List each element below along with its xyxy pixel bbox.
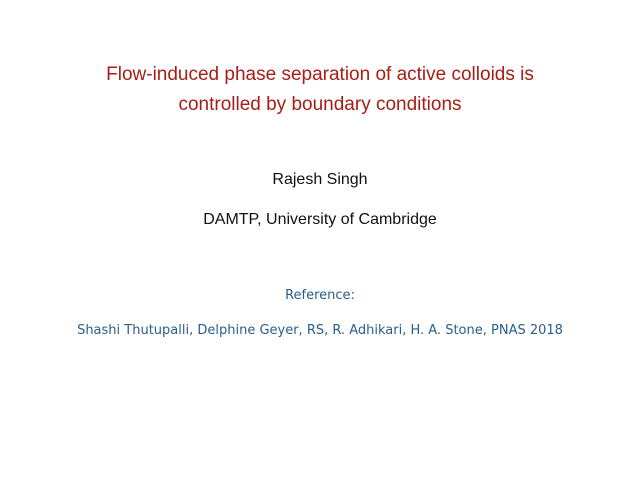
- author-name: Rajesh Singh: [272, 171, 368, 188]
- slide-title: [0, 60, 640, 120]
- reference-citation: Shashi Thutupalli, Delphine Geyer, RS, R. Adhikari, H. A. Stone, PNAS 2018: [77, 323, 563, 338]
- slide-title-line-1: Flow-induced phase separation of active colloids is: [106, 64, 534, 85]
- slide-title-line-2: controlled by boundary conditions: [178, 94, 462, 115]
- author-affiliation: DAMTP, University of Cambridge: [203, 211, 437, 228]
- reference-label: Reference:: [285, 288, 355, 303]
